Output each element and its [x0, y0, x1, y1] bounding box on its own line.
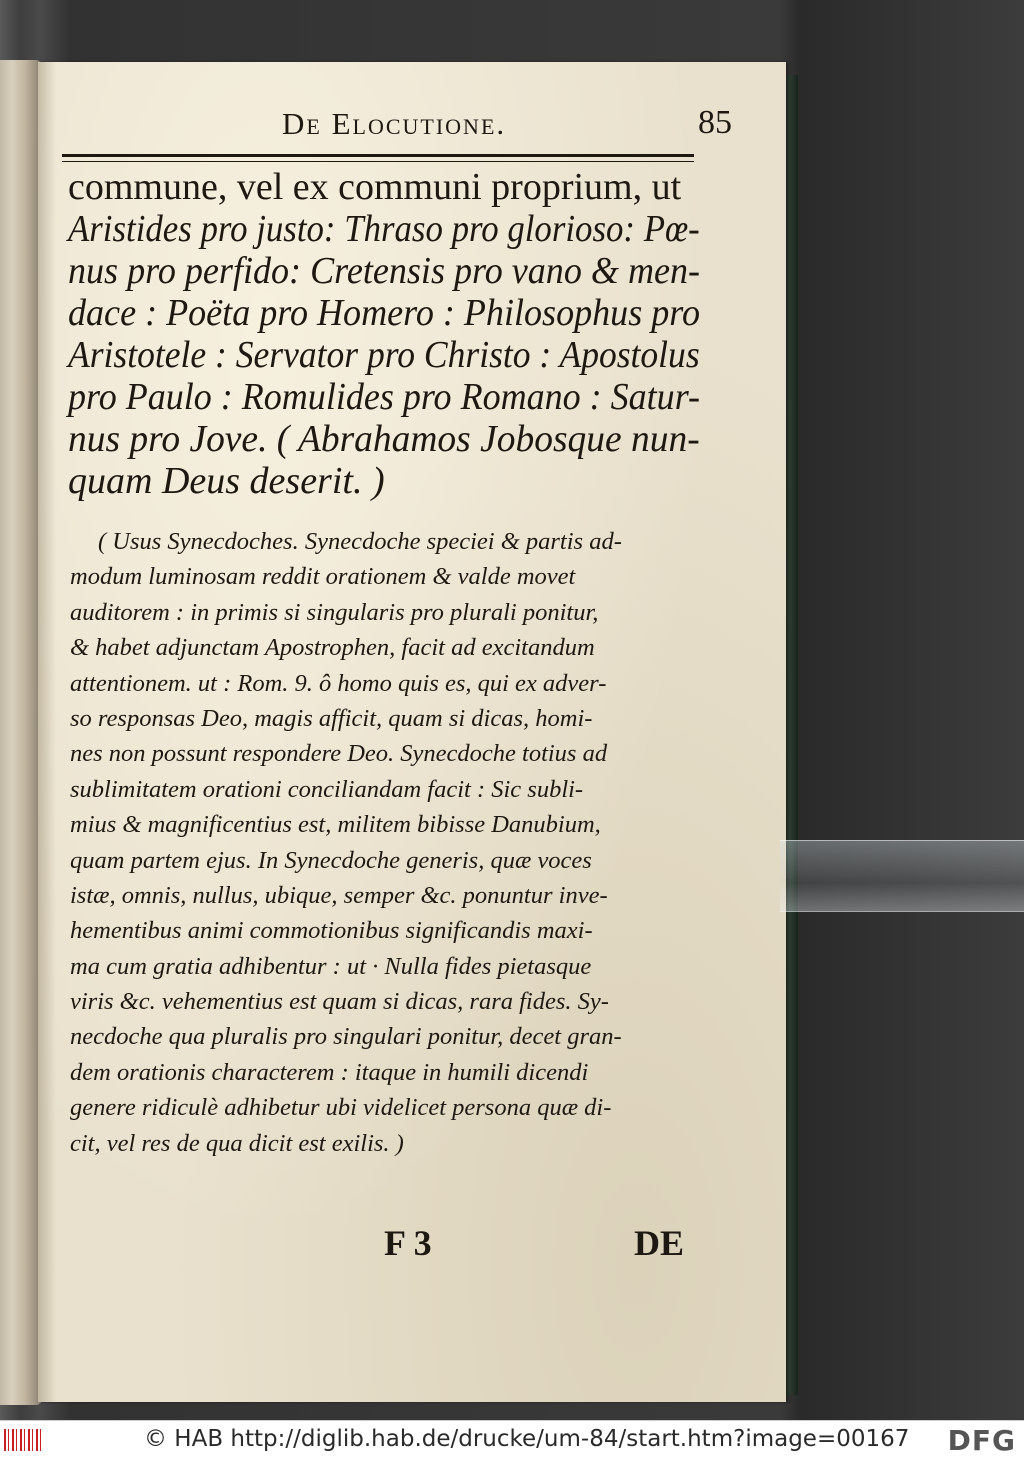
transparent-film-strip: [780, 840, 1024, 912]
head-rule: [62, 154, 694, 157]
running-head: [98, 100, 738, 150]
running-title: De Elocutione.: [282, 106, 507, 141]
dfg-logo: DFG: [947, 1424, 1016, 1457]
main-text-line: nus pro perfido: Cretensis pro vano & men-: [68, 250, 701, 292]
note-text-line: auditorem : in primis si singularis pro plurali ponitur,: [70, 598, 599, 626]
main-text-line: dace : Poëta pro Homero : Philosophus pro: [68, 292, 701, 334]
barcode-icon: [4, 1429, 42, 1451]
note-text-line: necdoche qua pluralis pro singulari ponitur, decet gran-: [70, 1023, 622, 1051]
main-text-line: quam Deus deserit. ): [68, 460, 385, 502]
main-text-block: [68, 166, 700, 502]
note-text-line: hementibus animi commotionibus significandis maxi-: [70, 917, 593, 945]
note-text-line: ma cum gratia adhibentur : ut · Nulla fides pietasque: [70, 952, 592, 980]
head-rule-thin: [62, 161, 694, 162]
catchword: DE: [634, 1223, 685, 1263]
usage-note-block: [70, 524, 704, 1161]
note-text-line: istæ, omnis, nullus, ubique, semper &c. ponuntur inve-: [70, 881, 608, 909]
note-text-line: dem orationis characterem : itaque in humili dicendi: [70, 1058, 589, 1086]
note-text-line: so responsas Deo, magis afficit, quam si dicas, homi-: [70, 704, 593, 732]
note-text-line: quam partem ejus. In Synecdoche generis, quæ voces: [70, 846, 592, 874]
note-text-line: genere ridiculè adhibetur ubi videlicet persona quæ di-: [70, 1094, 612, 1122]
book-page: [38, 62, 786, 1402]
note-text-line: sublimitatem orationi conciliandam facit : Sic subli-: [70, 775, 584, 803]
copyright-url[interactable]: © HAB http://diglib.hab.de/drucke/um-84/start.htm?image=00167: [144, 1426, 910, 1452]
page-number: 85: [698, 104, 732, 141]
note-text-line: cit, vel res de qua dicit est exilis. ): [70, 1129, 404, 1157]
footer-bar: [0, 1420, 1024, 1457]
main-text-line: pro Paulo : Romulides pro Romano : Satur-: [68, 376, 700, 418]
note-text-line: attentionem. ut : Rom. 9. ô homo quis es, qui ex adver-: [70, 669, 607, 697]
note-text-line: mius & magnificentius est, militem bibisse Danubium,: [70, 811, 601, 839]
previous-pages-edge: [0, 60, 42, 1405]
signature-mark: F 3: [384, 1223, 432, 1263]
main-text-line: Aristotele : Servator pro Christo : Apostolus: [68, 334, 700, 376]
main-text-line: commune, vel ex communi proprium, ut: [68, 166, 682, 208]
note-text-line: modum luminosam reddit orationem & valde movet: [70, 563, 576, 591]
main-text-line: nus pro Jove. ( Abrahamos Jobosque nun-: [68, 418, 700, 460]
note-text-line: viris &c. vehementius est quam si dicas, rara fides. Sy-: [70, 988, 609, 1016]
note-text-line: & habet adjunctam Apostrophen, facit ad excitandum: [70, 634, 595, 662]
note-text-line: ( Usus Synecdoches. Synecdoche speciei & partis ad-: [98, 528, 622, 555]
note-text-line: nes non possunt respondere Deo. Synecdoche totius ad: [70, 740, 608, 768]
main-text-line: Aristides pro justo: Thraso pro glorioso: Pœ-: [68, 208, 700, 250]
